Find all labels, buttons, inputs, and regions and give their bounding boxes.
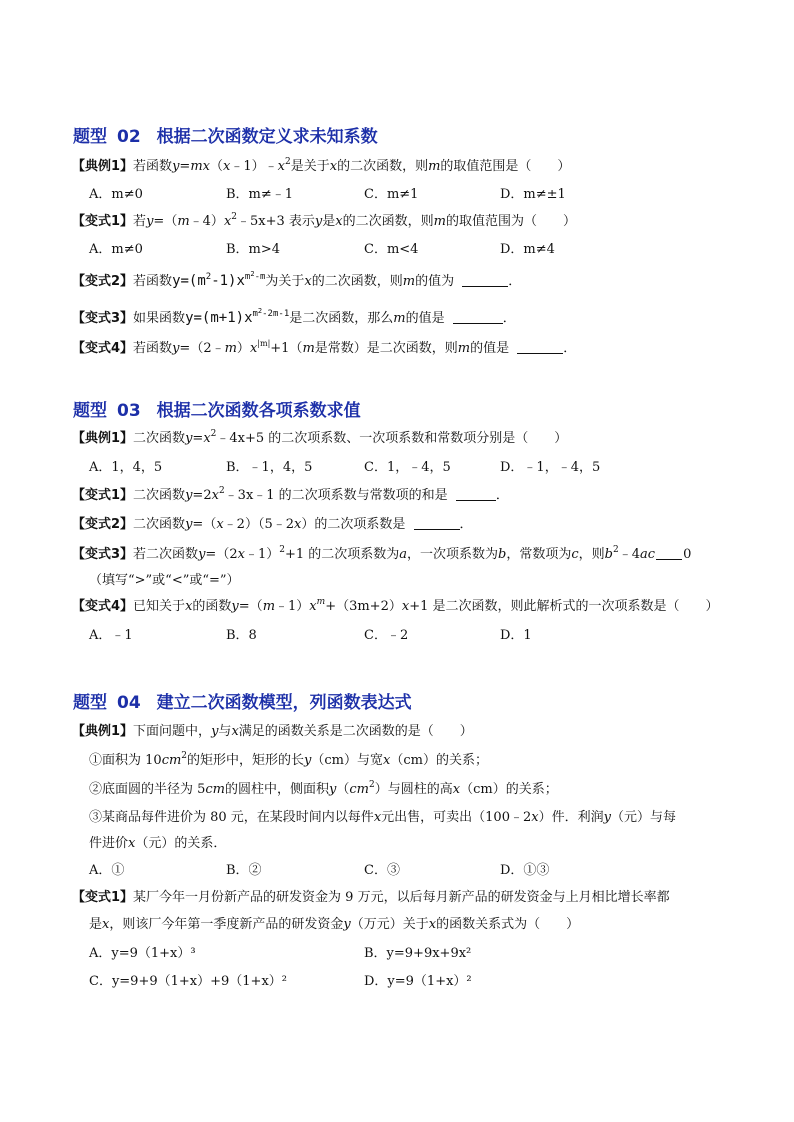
option-a[interactable]: A．y=9（1+x）³ <box>89 946 196 961</box>
section-title: 根据二次函数各项系数求值 <box>156 401 361 421</box>
answer-blank[interactable] <box>517 341 563 354</box>
question-03-4-hint: （填写“>”或“<”或“=”） <box>89 573 240 588</box>
section-number: 02 <box>117 127 141 147</box>
option-d[interactable]: D．y=9（1+x）² <box>364 974 472 989</box>
question-02-1: 【典例1】若函数$y=mx(x﹣1)﹣x^2$是关于x的二次函数，则m的取值范围是（ ） <box>72 157 571 174</box>
option-d[interactable]: D．①③ <box>500 863 550 878</box>
option-a[interactable]: A．m≠0 <box>89 242 143 257</box>
answer-blank[interactable] <box>462 274 508 287</box>
question-04-2: 【变式1】某厂今年一月份新产品的研发资金为 9 万元，以后每月新产品的研发资金与上月相比增长率都 <box>72 890 670 905</box>
option-d[interactable]: D．m≠±1 <box>500 187 566 202</box>
question-tag: 【典例1】 <box>72 431 134 446</box>
option-b[interactable]: B．﹣1，4，5 <box>226 460 313 475</box>
option-a[interactable]: A．﹣1 <box>89 628 133 643</box>
question-04-1-item3-cont: 件进价x（元）的关系． <box>89 836 227 851</box>
question-04-1-item3: ③某商品每件进价为 80 元，在某段时间内以每件x元出售，可卖出（100﹣2x）件．利润y（元）与每 <box>89 810 676 825</box>
question-02-3: 【变式2】若函数$y=(m^2-1)x^{m^2-m}$为关于x的二次函数，则m的值为 ． <box>72 270 522 289</box>
section-heading-02 <box>73 122 378 147</box>
option-c[interactable]: C．m<4 <box>364 242 419 257</box>
question-tag: 【典例1】 <box>72 724 134 739</box>
question-03-5: 【变式4】已知关于x的函数$y=(m﹣1)x^m+(3m+2)x+1$ 是二次函数，则此解析式的一次项系数是（ ） <box>72 597 719 614</box>
option-d[interactable]: D．1 <box>500 628 532 643</box>
option-a[interactable]: A．① <box>89 863 125 878</box>
question-04-1-item1: ①面积为 $10cm^2$的矩形中，矩形的长y（cm）与宽x（cm）的关系； <box>89 751 488 768</box>
option-c[interactable]: C．1，﹣4，5 <box>364 460 451 475</box>
option-b[interactable]: B．8 <box>226 628 257 643</box>
answer-blank[interactable] <box>414 517 460 530</box>
question-tag: 【变式4】 <box>72 341 134 356</box>
option-c[interactable]: C．y=9+9（1+x）+9（1+x）² <box>89 974 287 989</box>
option-a[interactable]: A．1，4，5 <box>89 460 163 475</box>
question-tag: 【变式1】 <box>72 214 134 229</box>
option-a[interactable]: A．m≠0 <box>89 187 143 202</box>
option-b[interactable]: B．m>4 <box>226 242 281 257</box>
question-tag: 【典例1】 <box>72 159 134 174</box>
question-tag: 【变式2】 <box>72 274 134 289</box>
question-03-3: 【变式2】二次函数y=（x﹣2）（5﹣2x）的二次项系数是 ． <box>72 517 473 532</box>
section-label: 题型 <box>73 401 107 421</box>
question-04-1-item2: ②底面圆的半径为 5cm的圆柱中，侧面积$y(cm^2)$与圆柱的高x（cm）的关系； <box>89 780 558 797</box>
section-title: 建立二次函数模型，列函数表达式 <box>156 693 412 713</box>
question-03-4: 【变式3】若二次函数y=（2x﹣1）$^2$+1 的二次项系数为a，一次项系数为b，常数项为c，则$b^2﹣4ac$ 0 <box>72 545 692 562</box>
section-heading-03 <box>73 396 361 421</box>
option-c[interactable]: C．③ <box>364 863 400 878</box>
question-03-1: 【典例1】二次函数$y=x^2﹣4x+5$ 的二次项系数、一次项系数和常数项分别是（ ） <box>72 429 568 446</box>
answer-blank[interactable] <box>453 311 503 324</box>
answer-blank[interactable] <box>456 488 496 501</box>
answer-blank[interactable] <box>656 547 682 560</box>
section-label: 题型 <box>73 127 107 147</box>
question-tag: 【变式1】 <box>72 488 134 503</box>
option-c[interactable]: C．m≠1 <box>364 187 419 202</box>
question-tag: 【变式4】 <box>72 599 134 614</box>
question-tag: 【变式2】 <box>72 517 134 532</box>
option-b[interactable]: B．m≠﹣1 <box>226 187 294 202</box>
question-tag: 【变式3】 <box>72 547 134 562</box>
question-02-2: 【变式1】若$y=(m﹣4)x^2﹣5x+3$ 表示y是x的二次函数，则m的取值范围为（ ） <box>72 212 576 229</box>
question-tag: 【变式3】 <box>72 311 134 326</box>
question-tag: 【变式1】 <box>72 890 134 905</box>
option-b[interactable]: B．② <box>226 863 262 878</box>
section-label: 题型 <box>73 693 107 713</box>
option-d[interactable]: D．m≠4 <box>500 242 555 257</box>
section-title: 根据二次函数定义求未知系数 <box>156 127 378 147</box>
option-c[interactable]: C．﹣2 <box>364 628 409 643</box>
question-02-5: 【变式4】若函数$y=(2﹣m)x^{|m|}+1(m$是常数）是二次函数，则m的值是 ． <box>72 339 577 356</box>
question-03-2: 【变式1】二次函数$y=2x^2﹣3x﹣1$ 的二次项系数与常数项的和是 ． <box>72 486 509 503</box>
section-heading-04 <box>73 688 412 713</box>
option-b[interactable]: B．y=9+9x+9x² <box>364 946 472 961</box>
section-number: 04 <box>117 693 141 713</box>
option-d[interactable]: D．﹣1，﹣4，5 <box>500 460 601 475</box>
question-02-4: 【变式3】如果函数$y=(m+1)x^{m^2-2m-1}$是二次函数，那么m的值是 ． <box>72 307 516 326</box>
section-number: 03 <box>117 401 141 421</box>
question-04-2-cont: 是x，则该厂今年第一季度新产品的研发资金y（万元）关于x的函数关系式为（ ） <box>89 917 580 932</box>
question-04-1: 【典例1】下面问题中，y与x满足的函数关系是二次函数的是（ ） <box>72 724 473 739</box>
